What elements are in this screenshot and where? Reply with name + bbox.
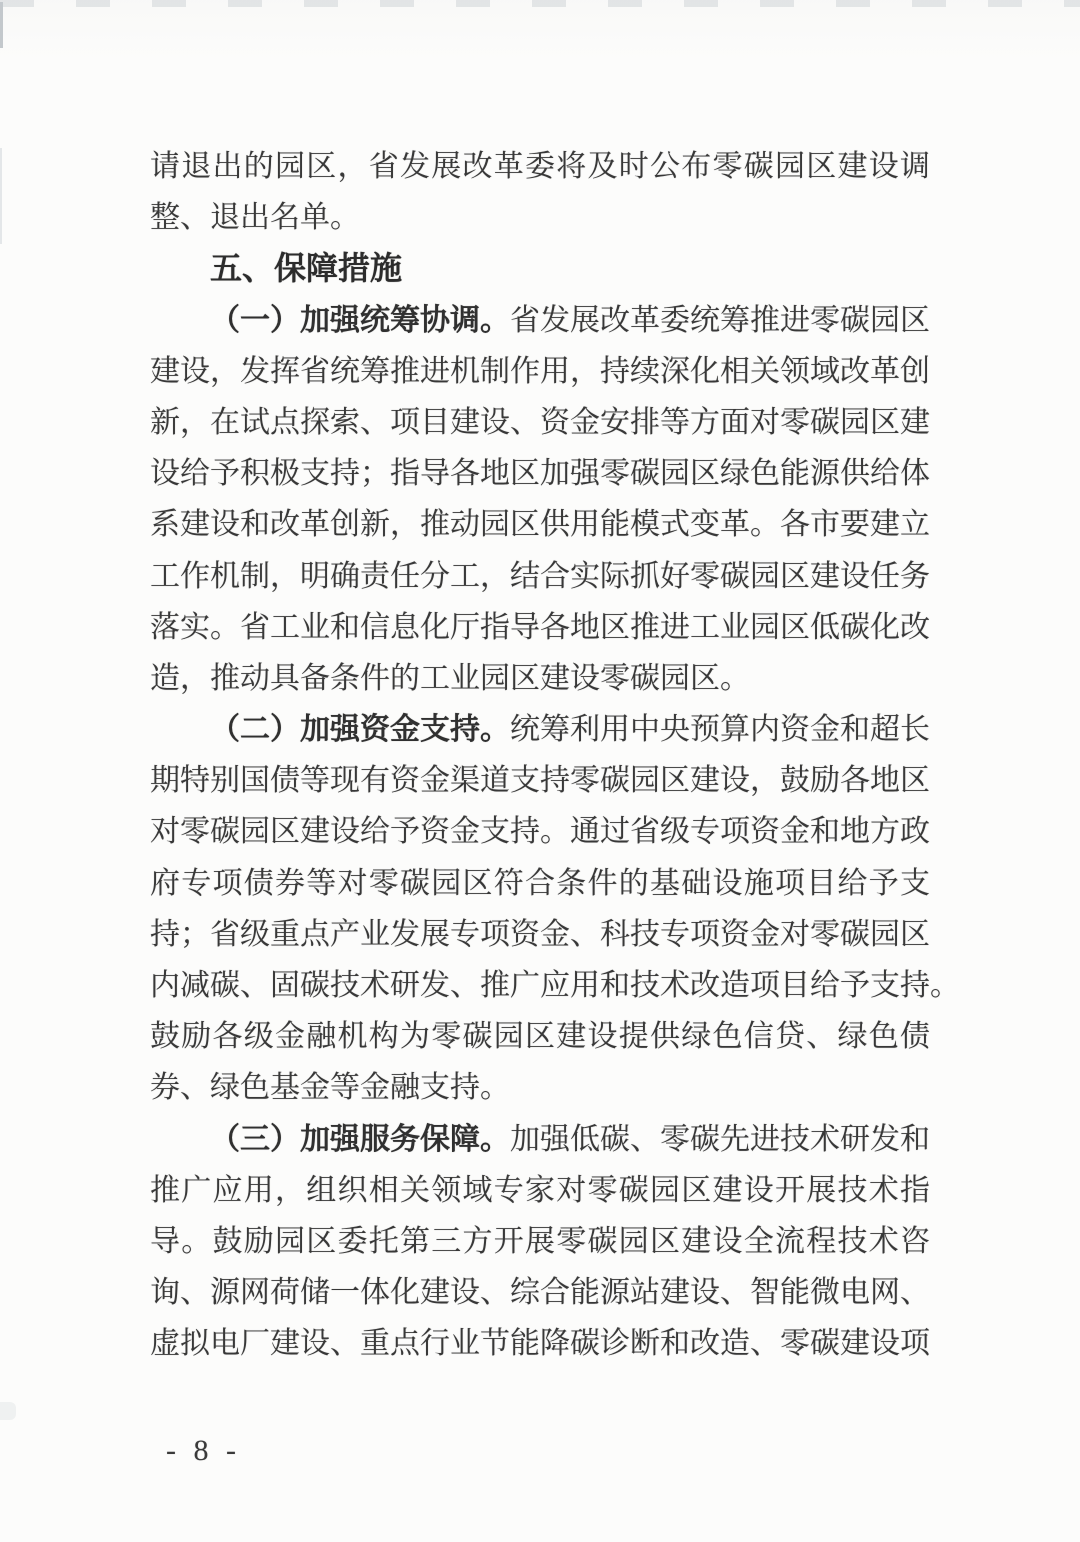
text-line: 询 、 源 网 荷 储 一 体 化 建 设 、 综 合 能 源 站 建 设 、 智 能 微 电 网 、	[150, 1276, 930, 1310]
text-line: 对 零 碳 园 区 建 设 给 予 资 金 支 持 。 通 过 省 级 专 项 资 金 和 地 方 政	[150, 815, 930, 849]
text-line: 建 设 ， 发 挥 省 统 筹 推 进 机 制 作 用 ， 持 续 深 化 相 关 领 域 改 革 创	[150, 354, 930, 388]
text-line: 整、退出名单。	[150, 201, 360, 235]
scan-artifact-top-edge	[0, 0, 1080, 7]
text-line: 券、绿色基金等金融支持。	[150, 1071, 510, 1105]
scan-artifact-smudge	[0, 1402, 16, 1420]
scan-artifact-left-edge	[0, 2, 3, 48]
text-line: 内 减 碳 、 固 碳 技 术 研 发 、 推 广 应 用 和 技 术 改 造 项 目 给 予 支 持 。	[150, 969, 960, 1002]
text-line: 虚 拟 电 厂 建 设 、 重 点 行 业 节 能 降 碳 诊 断 和 改 造 、 零 碳 建 设 项	[150, 1327, 930, 1361]
text-line: （ 三 ） 加 强 服 务 保 障 。 加 强 低 碳 、 零 碳 先 进 技 术 研 发 和	[210, 1122, 930, 1156]
text-line: 落 实 。 省 工 业 和 信 息 化 厅 指 导 各 地 区 推 进 工 业 园 区 低 碳 化 改	[150, 610, 930, 644]
text-line: 鼓 励 各 级 金 融 机 构 为 零 碳 园 区 建 设 提 供 绿 色 信 贷 、 绿 色 债	[150, 1020, 930, 1054]
section-heading: 五、保障措施	[210, 250, 403, 287]
text-line: 新 ， 在 试 点 探 索 、 项 目 建 设 、 资 金 安 排 等 方 面 对 零 碳 园 区 建	[150, 405, 930, 439]
text-line: 推 广 应 用 ， 组 织 相 关 领 域 专 家 对 零 碳 园 区 建 设 开 展 技 术 指	[150, 1173, 930, 1207]
text-line: 请 退 出 的 园 区 ， 省 发 展 改 革 委 将 及 时 公 布 零 碳 园 区 建 设 调	[150, 150, 930, 183]
page-number: - 8 -	[166, 1434, 241, 1467]
text-line: （ 二 ） 加 强 资 金 支 持 。 统 筹 利 用 中 央 预 算 内 资 金 和 超 长	[210, 713, 930, 747]
text-line: （ 一 ） 加 强 统 筹 协 调 。 省 发 展 改 革 委 统 筹 推 进 零 碳 园 区	[210, 303, 930, 337]
text-line: 系 建 设 和 改 革 创 新 ， 推 动 园 区 供 用 能 模 式 变 革 。 各 市 要 建 立	[150, 508, 930, 542]
text-line: 造，推动具备条件的工业园区建设零碳园区。	[150, 661, 750, 695]
text-line: 工 作 机 制 ， 明 确 责 任 分 工 ， 结 合 实 际 抓 好 零 碳 园 区 建 设 任 务	[150, 559, 930, 593]
text-line: 府 专 项 债 券 等 对 零 碳 园 区 符 合 条 件 的 基 础 设 施 项 目 给 予 支	[150, 866, 930, 900]
scan-artifact-left-edge	[0, 148, 2, 244]
document-body	[150, 141, 960, 1370]
text-line: 设 给 予 积 极 支 持 ； 指 导 各 地 区 加 强 零 碳 园 区 绿 色 能 源 供 给 体	[150, 457, 930, 491]
text-line: 持 ； 省 级 重 点 产 业 发 展 专 项 资 金 、 科 技 专 项 资 金 对 零 碳 园 区	[150, 917, 930, 951]
text-line: 期 特 别 国 债 等 现 有 资 金 渠 道 支 持 零 碳 园 区 建 设 ， 鼓 励 各 地 区	[150, 764, 930, 798]
text-line: 导 。 鼓 励 园 区 委 托 第 三 方 开 展 零 碳 园 区 建 设 全 流 程 技 术 咨	[150, 1224, 930, 1258]
